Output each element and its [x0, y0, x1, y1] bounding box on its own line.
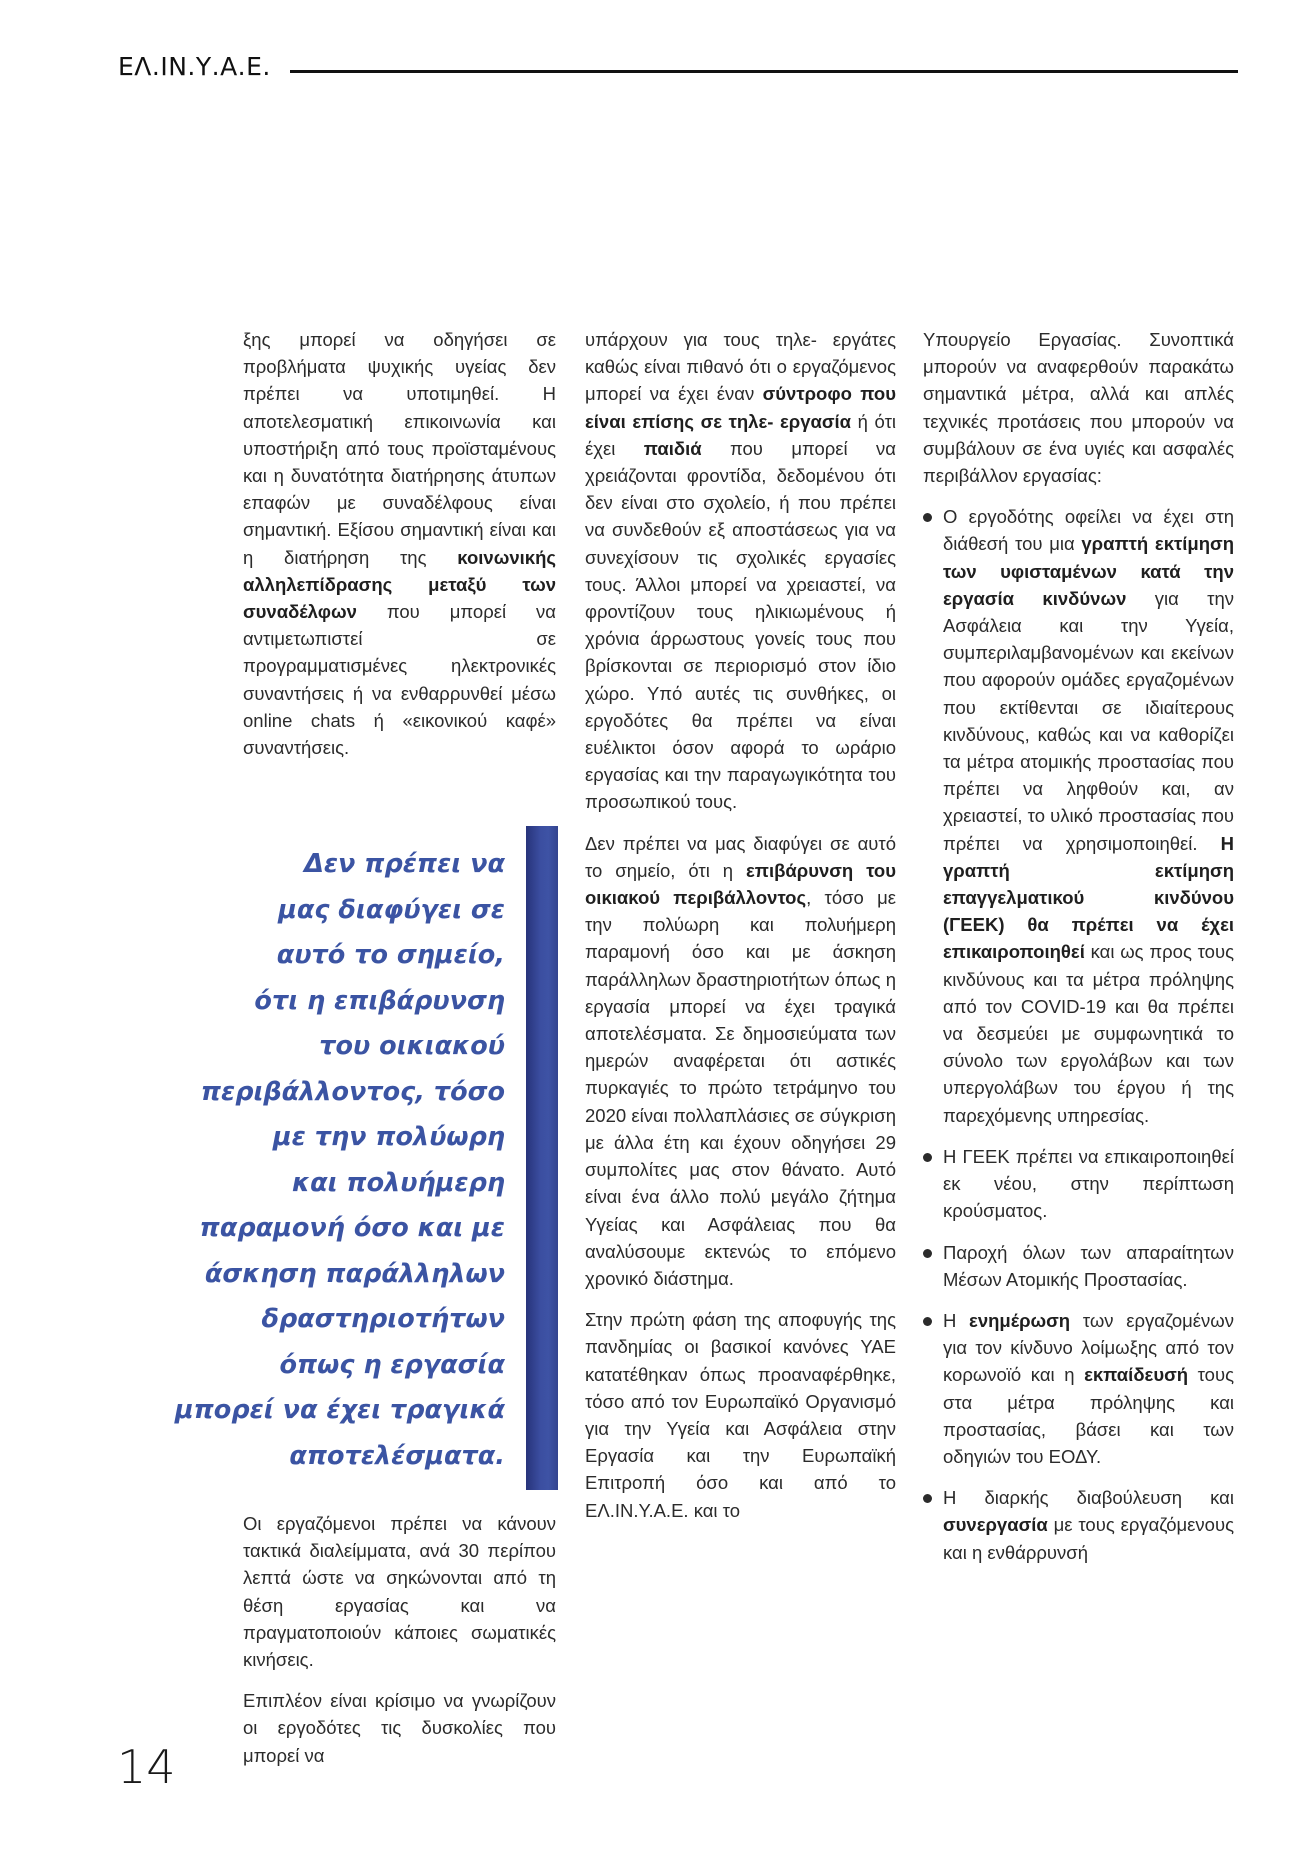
- pull-quote-line: περιβάλλοντος, τόσο: [200, 1076, 505, 1107]
- list-item: Παροχή όλων των απαραίτητων Μέσων Ατομικής Προστασίας.: [923, 1239, 1234, 1293]
- publication-title: ΕΛ.ΙΝ.Υ.Α.Ε.: [118, 52, 271, 81]
- bullet-icon: [923, 1249, 932, 1258]
- paragraph: ξης μπορεί να οδηγήσει σε προβλήματα ψυχικής υγείας δεν πρέπει να υποτιμηθεί. Η αποτελεσματική επικοινωνία και υποστήριξη από τους προϊσταμένους και η δυνατότητα διατήρησης άτυπων επαφών με συναδέλφους είναι σημαντική. Εξίσου σημαντική είναι και η διατήρηση της κοινωνικής αλληλεπίδρασης μεταξύ των συναδέλφων που μπορεί να αντιμετωπιστεί σε προγραμματισμένες ηλεκτρονικές συναντήσεις ή να ενθαρρυνθεί μέσω online chats ή «εικονικού καφέ» συναντήσεις.: [243, 329, 556, 759]
- measures-list: [923, 503, 1234, 1566]
- bullet-icon: [923, 1317, 932, 1326]
- header-rule: [290, 70, 1238, 73]
- paragraph: υπάρχουν για τους τηλε- εργάτες καθώς είναι πιθανό ότι ο εργαζόμενος μπορεί να έχει έναν σύντροφο που είναι επίσης σε τηλε- εργασία ή ότι έχει παιδιά που μπορεί να χρειάζονται φροντίδα, δεδομένου ότι δεν είναι στο σχολείο, ή που πρέπει να συνδεθούν εξ αποστάσεως για να συνεχίσουν τις σχολικές εργασίες τους. Άλλοι μπορεί να χρειαστεί, να φροντίζουν τους ηλικιωμένους ή χρόνια άρρωστους γονείς τους που βρίσκονται σε περιορισμό στον ίδιο χώρο. Υπό αυτές τις συνθήκες, οι εργοδότες θα πρέπει να είναι ευέλικτοι όσον αφορά το ωράριο εργασίας και την παραγωγικότητα του προσωπικού τους.: [585, 329, 896, 813]
- pull-quote-line: μπορεί να έχει τραγικά: [174, 1395, 505, 1425]
- pull-quote-line: Δεν πρέπει να: [304, 849, 505, 879]
- bold-phrase: σύντροφο που είναι επίσης σε τηλε- εργασία: [585, 383, 896, 432]
- paragraph: Επιπλέον είναι κρίσιμο να γνωρίζουν οι εργοδότες τις δυσκολίες που μπορεί να: [243, 1690, 556, 1766]
- bold-phrase: επιβάρυνση του οικιακού περιβάλλοντος: [585, 859, 896, 909]
- paragraph: Στην πρώτη φάση της αποφυγής της πανδημίας οι βασικοί κανόνες ΥΑΕ κατατέθηκαν όπως προαναφέρθηκε, τόσο από τον Ευρωπαϊκό Οργανισμό για την Υγεία και Ασφάλεια στην Εργασία και την Ευρωπαϊκή Επιτροπή όσο και από το ΕΛ.ΙΝ.Υ.Α.Ε. και το: [585, 1309, 896, 1521]
- pull-quote-line: παραμονή όσο και με: [199, 1213, 505, 1243]
- paragraph: Οι εργαζόμενοι πρέπει να κάνουν τακτικά διαλείμματα, ανά 30 περίπου λεπτά ώστε να σηκώνονται από τη θέση εργασίας και να πραγματοποιούν κάποιες σωματικές κινήσεις.: [243, 1513, 556, 1671]
- pull-quote-line: ότι η επιβάρυνση: [254, 985, 505, 1016]
- pull-quote-line: δραστηριοτήτων: [261, 1304, 505, 1334]
- column-2: [585, 326, 896, 1538]
- bullet-icon: [923, 1494, 932, 1503]
- pull-quote-line: άσκηση παράλληλων: [204, 1258, 505, 1289]
- bullet-icon: [923, 513, 932, 522]
- pull-quote-accent-bar: [526, 826, 558, 1490]
- page-number: 14: [117, 1740, 176, 1794]
- list-item: Η διαρκής διαβούλευση και συνεργασία με τους εργαζόμενους και η ενθάρρυνσή: [923, 1484, 1234, 1566]
- pull-quote-line: και πολυήμερη: [291, 1167, 505, 1198]
- pull-quote-line: με την πολύωρη: [272, 1122, 505, 1152]
- pull-quote-line: του οικιακού: [319, 1031, 505, 1061]
- bold-phrase: κοινωνικής αλληλεπίδρασης μεταξύ των συναδέλφων: [243, 546, 556, 623]
- column-1: [243, 326, 556, 775]
- column-1-continued: [243, 1510, 556, 1783]
- list-item: Η ενημέρωση των εργαζομένων για τον κίνδυνο λοίμωξης από τον κορωνοϊό και η εκπαίδευσή τους στα μέτρα πρόληψης και προστασίας, βάσει και των οδηγιών του ΕΟΔΥ.: [923, 1307, 1234, 1470]
- list-item: Η ΓΕΕΚ πρέπει να επικαιροποιηθεί εκ νέου, στην περίπτωση κρούσματος.: [923, 1143, 1234, 1225]
- bold-phrase: παιδιά: [643, 437, 702, 459]
- pull-quote-line: μας διαφύγει σε: [278, 894, 505, 925]
- paragraph: Υπουργείο Εργασίας. Συνοπτικά μπορούν να αναφερθούν παρακάτω σημαντικά μέτρα, αλλά και απλές τεχνικές προτάσεις που μπορούν να συμβάλουν σε ένα υγιές και ασφαλές περιβάλλον εργασίας:: [923, 329, 1234, 487]
- pull-quote-line: αυτό το σημείο,: [276, 940, 505, 970]
- pull-quote: [120, 842, 505, 1479]
- pull-quote-line: αποτελέσματα.: [289, 1440, 505, 1471]
- paragraph: Δεν πρέπει να μας διαφύγει σε αυτό το σημείο, ότι η επιβάρυνση του οικιακού περιβάλλοντος, τόσο με την πολύωρη και πολυήμερη παραμονή όσο και με άσκηση παράλληλων δραστηριοτήτων όπως η εργασία μπορεί να έχει τραγικά αποτελέσματα. Σε δημοσιεύματα των ημερών αναφέρεται ότι αστικές πυρκαγιές το πρώτο τετράμηνο του 2020 είναι πολλαπλάσιες σε σύγκριση με άλλα έτη και έχουν οδηγήσει 29 συμπολίτες μας στον θάνατο. Αυτό είναι ένα άλλο πολύ μεγάλο ζήτημα Υγείας και Ασφάλειας που θα αναλύσουμε εκτενώς το επόμενο χρονικό διάστημα.: [585, 832, 896, 1289]
- pull-quote-line: όπως η εργασία: [279, 1349, 505, 1380]
- column-3: [923, 326, 1234, 1580]
- bullet-icon: [923, 1153, 932, 1162]
- list-item: Ο εργοδότης οφείλει να έχει στη διάθεσή του μια γραπτή εκτίμηση των υφισταμένων κατά την εργασία κινδύνων για την Ασφάλεια και την Υγεία, συμπεριλαμβανομένων και εκείνων που αφορούν ομάδες εργαζομένων που εκτίθενται σε ιδιαίτερους κινδύνους, καθώς και να καθορίζει τα μέτρα ατομικής προστασίας που πρέπει να ληφθούν και, αν χρειαστεί, το υλικό προστασίας που πρέπει να χρησιμοποιηθεί. Η γραπτή εκτίμηση επαγγελματικού κινδύνου (ΓΕΕΚ) θα πρέπει να έχει επικαιροποιηθεί και ως προς τους κινδύνους και τα μέτρα πρόληψης από τον COVID-19 και θα πρέπει να δεσμεύει με συμφωνητικά το σύνολο των εργολάβων και των υπεργολάβων του έργου ή της παρεχόμενης υπηρεσίας.: [923, 503, 1234, 1129]
